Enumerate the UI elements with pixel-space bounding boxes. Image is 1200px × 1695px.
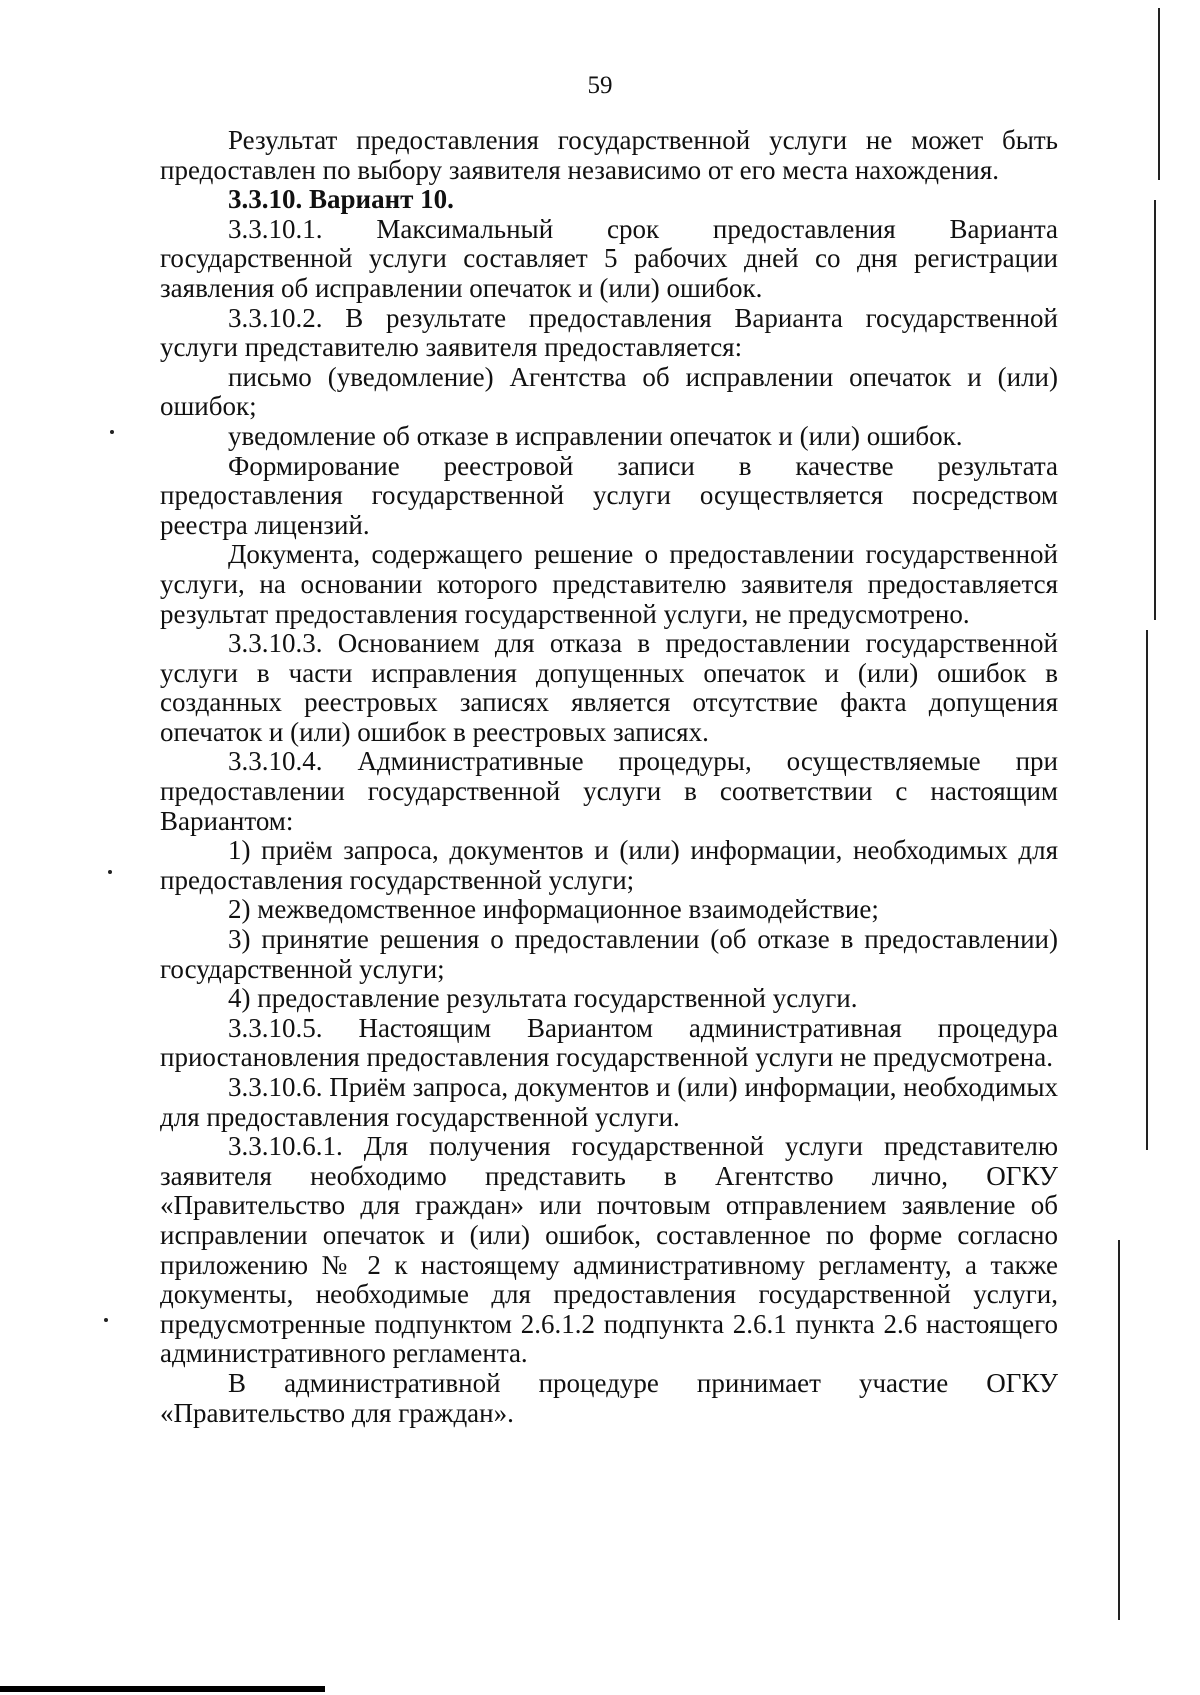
paragraph-3-3-10-6-1: 3.3.10.6.1. Для получения государственной услуги представителю заявителя необходимо представить в Агентство лично, ОГКУ «Правительство для граждан» или почтовым отправлением заявление об исправлении опечаток и (или) ошибок, составленное по форме согласно приложению № 2 к настоящему административному регламенту, а также документы, необходимые для предоставления государственной услуги, предусмотренные подпунктом 2.6.1.2 подпункта 2.6.1 пункта 2.6 настоящего административного регламента.: [160, 1131, 1058, 1369]
list-item-2: 2) межведомственное информационное взаимодействие;: [228, 894, 879, 925]
document-body: [160, 126, 1058, 1428]
paragraph-3-3-10-2: 3.3.10.2. В результате предоставления Варианта государственной услуги представителю заявителя предоставляется:: [160, 302, 1058, 363]
paragraph-3-3-10-6: 3.3.10.6. Приём запроса, документов и (или) информации, необходимых для предоставления государственной услуги.: [160, 1072, 1058, 1132]
paragraph-letter-notification: письмо (уведомление) Агентства об исправлении опечаток и (или) ошибок;: [160, 361, 1058, 422]
paragraph-3-3-10-4: 3.3.10.4. Административные процедуры, осуществляемые при предоставлении государственной услуги в соответствии с настоящим Вариантом:: [160, 746, 1058, 836]
scan-dot: [110, 430, 114, 434]
paragraph-participation: В административной процедуре принимает участие ОГКУ «Правительство для граждан».: [160, 1367, 1058, 1428]
paragraph-result-delivery: Результат предоставления государственной услуги не может быть предоставлен по выбору заявителя независимо от его места нахождения.: [160, 125, 1058, 185]
list-item-3: 3) принятие решения о предоставлении (об отказе в предоставлении) государственной услуги;: [160, 924, 1058, 984]
paragraph-decision-document: Документа, содержащего решение о предоставлении государственной услуги, на основании которого представителю заявителя предоставляется результат предоставления государственной услуги, не предусмотрено.: [160, 539, 1058, 629]
scan-dot: [108, 870, 112, 874]
scan-edge-line: [1118, 1240, 1120, 1620]
paragraph-refusal-notification: уведомление об отказе в исправлении опечаток и (или) ошибок.: [228, 420, 963, 451]
scan-edge-line: [1154, 200, 1156, 620]
scan-dot: [104, 1318, 108, 1322]
paragraph-registry-record: Формирование реестровой записи в качестве результата предоставления государственной услуги осуществляется посредством реестра лицензий.: [160, 450, 1058, 540]
paragraph-3-3-10-1: 3.3.10.1. Максимальный срок предоставления Варианта государственной услуги составляет 5 рабочих дней со дня регистрации заявления об исправлении опечаток и (или) ошибок.: [160, 213, 1058, 303]
section-heading-variant-10: 3.3.10. Вариант 10.: [228, 184, 454, 215]
page-number: 59: [587, 72, 613, 99]
scan-bottom-bar: [0, 1686, 325, 1692]
paragraph-3-3-10-5: 3.3.10.5. Настоящим Вариантом административная процедура приостановления предоставления государственной услуги не предусмотрена.: [160, 1012, 1058, 1073]
scan-edge-line: [1146, 630, 1148, 1150]
list-item-4: 4) предоставление результата государственной услуги.: [228, 983, 858, 1014]
list-item-1: 1) приём запроса, документов и (или) информации, необходимых для предоставления государственной услуги;: [160, 835, 1058, 895]
paragraph-3-3-10-3: 3.3.10.3. Основанием для отказа в предоставлении государственной услуги в части исправления допущенных опечаток и (или) ошибок в созданных реестровых записях является отсутствие факта допущения опечаток и (или) ошибок в реестровых записях.: [160, 628, 1058, 747]
scan-edge-line: [1158, 8, 1160, 180]
